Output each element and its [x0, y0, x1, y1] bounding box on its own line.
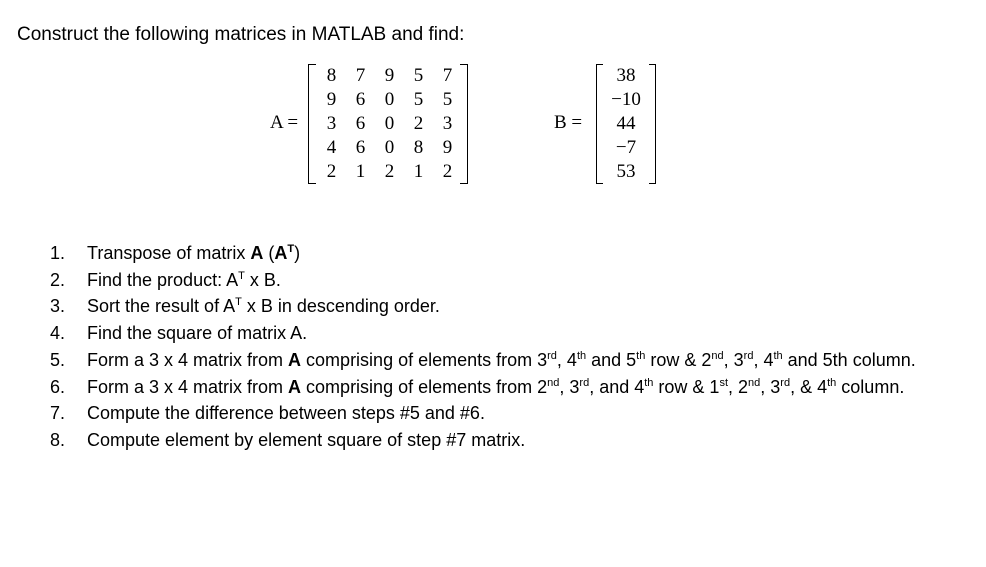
task-text-fragment: Sort the result of A	[87, 296, 236, 317]
task-item	[50, 320, 950, 347]
matrix-b-cell: −7	[615, 137, 637, 158]
matrix-a-cell: 8	[326, 65, 337, 86]
task-number: 5.	[50, 349, 66, 370]
task-number: 1.	[50, 243, 66, 263]
task-superscript: th	[827, 376, 837, 389]
task-number: 4.	[50, 323, 66, 344]
task-text-fragment: A	[274, 243, 288, 263]
task-text-fragment: , 3	[559, 376, 580, 397]
task-text-fragment: x B.	[244, 269, 281, 290]
task-text-fragment: Form a 3 x 4 matrix from	[87, 349, 289, 370]
matrix-b-cell: 38	[616, 65, 636, 86]
task-text-fragment: Transpose of matrix	[87, 243, 251, 263]
task-text-fragment: , and 4	[589, 376, 645, 397]
matrix-b-cell: 44	[616, 113, 636, 134]
task-superscript: rd	[743, 349, 754, 362]
task-item	[50, 347, 950, 374]
task-superscript: T	[287, 243, 295, 255]
task-superscript: nd	[711, 349, 724, 362]
matrix-a-cell: 6	[355, 89, 366, 110]
matrix-a-cell: 9	[384, 65, 395, 86]
task-item	[50, 427, 950, 454]
task-number: 2.	[50, 269, 66, 290]
task-item	[50, 293, 950, 320]
task-text-fragment: row & 1	[653, 376, 720, 397]
task-text-fragment: and 5th column.	[782, 349, 916, 370]
task-superscript: nd	[748, 376, 761, 389]
task-text	[87, 347, 950, 374]
task-text-fragment: comprising of elements from 3	[301, 349, 548, 370]
matrix-a-cell: 9	[326, 89, 337, 110]
matrix-a-cell: 2	[442, 161, 453, 182]
task-text-fragment: comprising of elements from 2	[301, 376, 548, 397]
task-superscript: th	[773, 349, 783, 362]
task-text-fragment: )	[294, 243, 301, 263]
matrix-a-cell: 5	[413, 65, 424, 86]
page-heading: Construct the following matrices in MATLAB and find:	[17, 24, 465, 45]
task-superscript: T	[235, 296, 242, 309]
task-text-fragment: and 5	[586, 349, 637, 370]
task-item	[50, 240, 950, 267]
task-item	[50, 400, 950, 427]
matrix-b-label: B =	[554, 112, 583, 133]
matrix-a-cell: 0	[384, 89, 395, 110]
task-list	[50, 240, 950, 454]
task-text-fragment: , 4	[753, 349, 774, 370]
task-text-fragment: column.	[836, 376, 905, 397]
task-text-fragment: Compute the difference between steps #5 and #6.	[87, 403, 485, 424]
task-text	[87, 427, 950, 454]
task-text-fragment: Form a 3 x 4 matrix from	[87, 376, 289, 397]
task-superscript: th	[576, 349, 587, 362]
task-text-fragment: , & 4	[790, 376, 828, 397]
task-text-fragment: , 3	[723, 349, 744, 370]
task-superscript: rd	[780, 376, 791, 389]
task-text-fragment: Find the square of matrix A.	[87, 323, 308, 344]
matrix-a-cell: 7	[442, 65, 453, 86]
matrix-a-cell: 9	[442, 137, 453, 158]
task-text	[87, 320, 950, 347]
matrix-a-cell: 0	[384, 113, 395, 134]
task-text	[87, 293, 950, 320]
matrix-a-cell: 1	[355, 161, 366, 182]
matrix-b-cell: −10	[611, 89, 641, 110]
task-number: 7.	[50, 403, 66, 424]
matrix-a-cell: 8	[413, 137, 424, 158]
matrix-a-cell: 6	[355, 113, 366, 134]
task-superscript: T	[238, 269, 245, 282]
matrix-a-cell: 7	[355, 65, 366, 86]
task-text-fragment: A	[288, 376, 302, 397]
task-text-fragment: row & 2	[645, 349, 712, 370]
task-text-fragment: A	[288, 349, 302, 370]
task-text-fragment: x B in descending order.	[241, 296, 440, 317]
matrix-a-brackets	[308, 64, 468, 184]
matrix-a-grid	[317, 64, 463, 184]
matrix-a-cell: 6	[355, 137, 366, 158]
task-text-fragment: , 4	[556, 349, 577, 370]
matrix-b-brackets	[596, 64, 656, 184]
task-number: 8.	[50, 429, 66, 450]
matrix-b-cell: 53	[616, 161, 636, 182]
task-text	[87, 267, 950, 294]
task-text-fragment: (	[263, 243, 275, 263]
task-number: 3.	[50, 296, 66, 317]
task-item	[50, 374, 950, 401]
matrix-a-cell: 5	[413, 89, 424, 110]
matrix-a-label: A =	[270, 112, 299, 133]
left-bracket	[308, 64, 316, 184]
matrix-a-cell: 3	[442, 113, 453, 134]
task-text-fragment: Compute element by element square of step #7 matrix.	[87, 429, 526, 450]
task-number: 6.	[50, 376, 66, 397]
matrix-a-cell: 2	[326, 161, 337, 182]
task-superscript: rd	[579, 376, 590, 389]
matrix-a-cell: 1	[413, 161, 424, 182]
matrix-b-grid	[601, 64, 651, 184]
task-text-fragment: , 2	[728, 376, 749, 397]
task-text	[87, 400, 950, 427]
matrix-a-cell: 5	[442, 89, 453, 110]
task-superscript: th	[636, 349, 646, 362]
matrix-a-cell: 4	[326, 137, 337, 158]
task-superscript: th	[644, 376, 654, 389]
task-text	[87, 374, 950, 401]
task-text-fragment: Find the product: A	[87, 269, 239, 290]
task-text-fragment: A	[250, 243, 264, 263]
task-superscript: nd	[547, 376, 560, 389]
matrix-a-cell: 0	[384, 137, 395, 158]
task-superscript: rd	[547, 349, 557, 362]
matrix-a-cell: 2	[413, 113, 424, 134]
task-superscript: st	[719, 376, 729, 389]
task-item	[50, 267, 950, 294]
matrix-a-cell: 3	[326, 113, 337, 134]
task-text	[87, 240, 950, 267]
matrix-a-cell: 2	[384, 161, 395, 182]
task-text-fragment: , 3	[760, 376, 781, 397]
